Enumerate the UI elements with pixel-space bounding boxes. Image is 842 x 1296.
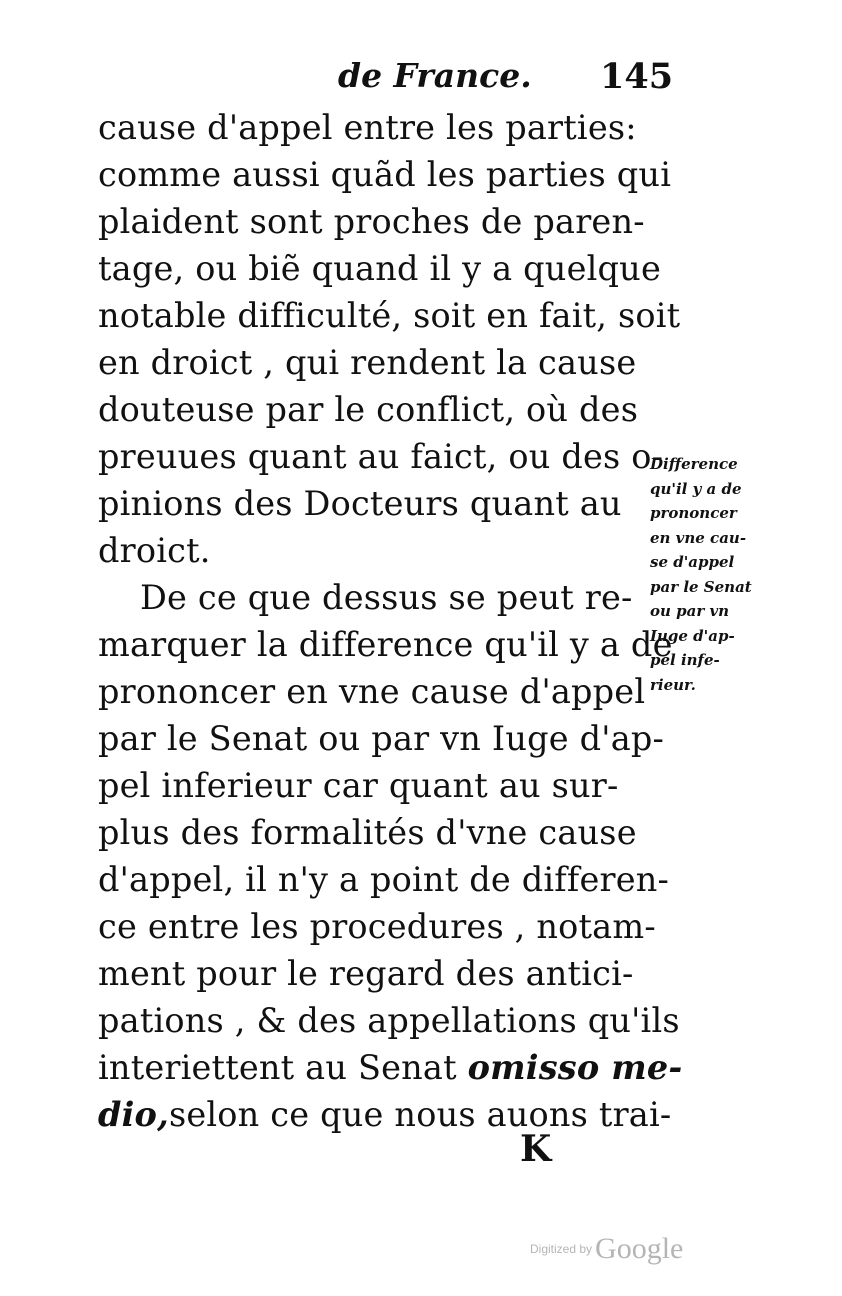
text-line: tage, ou biẽ quand il y a quelque	[98, 249, 661, 288]
text-line: comme aussi quãd les parties qui	[98, 155, 672, 194]
margin-note-line: Difference	[650, 455, 738, 473]
margin-note-line: qu'il y a de	[650, 479, 742, 498]
margin-note-line: rieur.	[650, 675, 696, 694]
text-line: douteuse par le conflict, où des	[98, 390, 639, 429]
text-line: prononcer en vne cause d'appel	[98, 672, 646, 711]
margin-note-line: se d'appel	[650, 553, 735, 571]
margin-note-line: Iuge d'ap-	[650, 626, 735, 645]
text-line-roman: interiettent au Senat	[98, 1048, 457, 1087]
latin-phrase-end: dio,	[98, 1095, 169, 1134]
google-logo: Google	[595, 1232, 684, 1265]
body-text	[98, 104, 683, 1138]
text-line: pinions des Docteurs quant au	[98, 484, 622, 523]
text-line: ce entre les procedures , notam-	[98, 907, 656, 946]
margin-note	[650, 452, 770, 697]
page-number: 145	[600, 56, 674, 97]
paragraph-start-line: De ce que dessus se peut re-	[140, 578, 633, 617]
text-line-roman: selon ce que nous auons trai-	[168, 1095, 672, 1134]
margin-note-line: par le Senat	[650, 577, 752, 596]
text-line: d'appel, il n'y a point de differen-	[98, 860, 670, 899]
text-line: pel inferieur car quant au sur-	[98, 766, 619, 805]
text-line	[98, 1044, 683, 1091]
signature-mark: K	[520, 1128, 552, 1170]
margin-note-line: en vne cau-	[650, 528, 747, 547]
text-line: par le Senat ou par vn Iuge d'ap-	[98, 719, 665, 758]
text-line: en droict , qui rendent la cause	[98, 343, 637, 382]
text-line: marquer la difference qu'il y a de	[98, 625, 673, 664]
text-line	[98, 1091, 672, 1138]
watermark-text: Digitized by	[530, 1242, 593, 1256]
latin-phrase: omisso me-	[467, 1048, 683, 1087]
text-line: pations , & des appellations qu'ils	[98, 1001, 680, 1040]
page-header	[0, 56, 842, 100]
text-line: cause d'appel entre les parties:	[98, 108, 637, 147]
margin-note-line: pel infe-	[650, 651, 720, 669]
text-line: plaident sont proches de paren-	[98, 202, 645, 241]
digitized-watermark	[530, 1232, 683, 1266]
margin-note-line: prononcer	[650, 504, 737, 522]
text-line: droict.	[98, 531, 211, 570]
running-title: de France.	[338, 56, 532, 95]
text-line: preuues quant au faict, ou des o-	[98, 437, 664, 476]
text-line: notable difficulté, soit en fait, soit	[98, 296, 681, 335]
margin-note-line: ou par vn	[650, 602, 730, 620]
text-line: ment pour le regard des antici-	[98, 954, 634, 993]
text-line: plus des formalités d'vne cause	[98, 813, 637, 852]
